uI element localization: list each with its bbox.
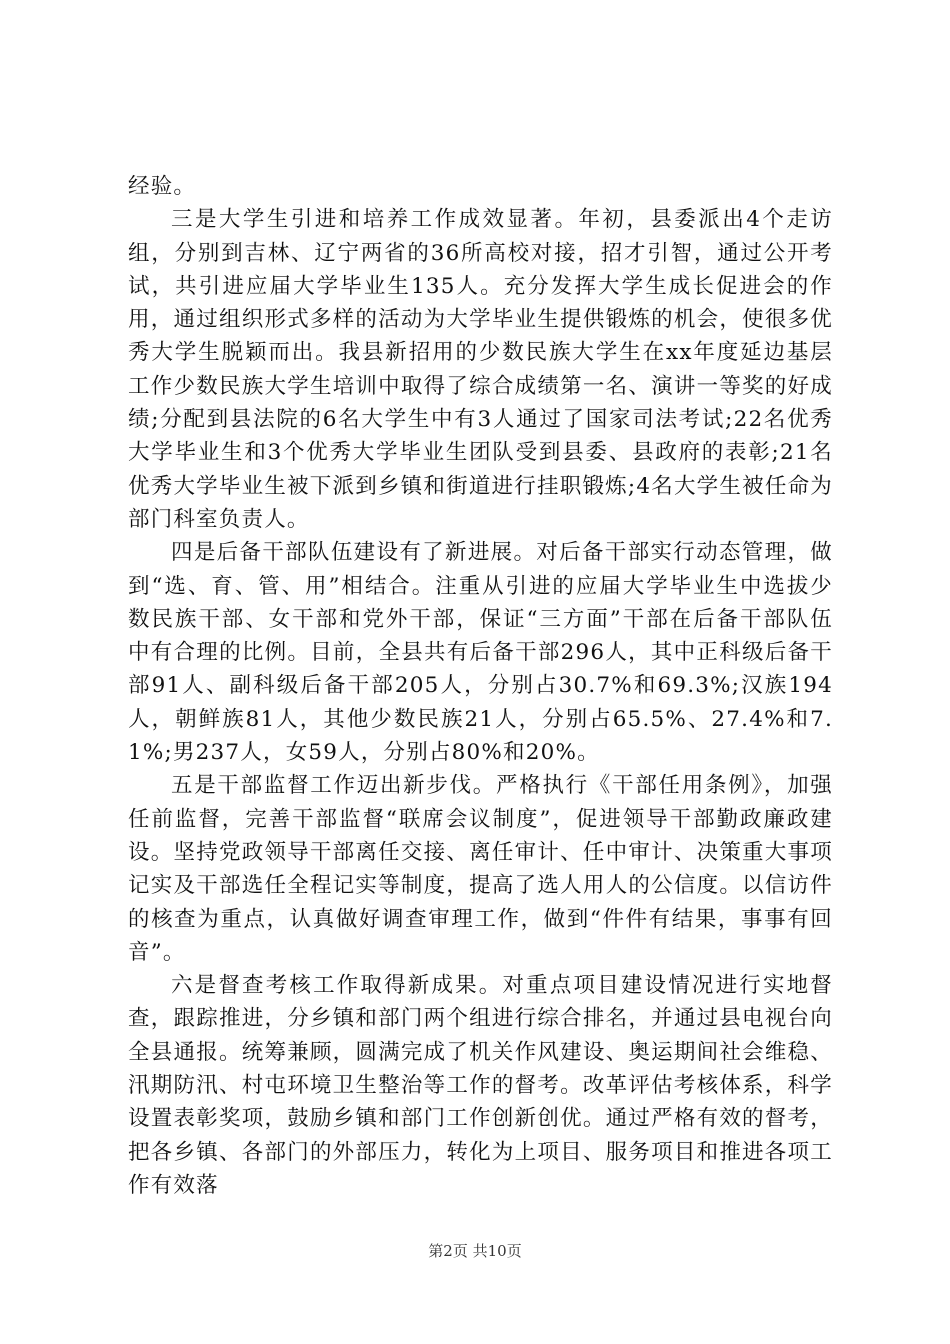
- page-number-footer: 第2页 共10页: [428, 1242, 522, 1260]
- paragraph-reserve-cadres: 四是后备干部队伍建设有了新进展。对后备干部实行动态管理，做到“选、育、管、用”相结合。注重从引进的应届大学毕业生中选拔少数民族干部、女干部和党外干部，保证“三方面”干部在后备干部队伍中有合理的比例。目前，全县共有后备干部296人，其中正科级后备干部91人、副科级后备干部205人，分别占30.7%和69.3%;汉族194人，朝鲜族81人，其他少数民族21人，分别占65.5%、27.4%和7.1%;男237人，女59人，分别占80%和20%。: [128, 540, 833, 766]
- document-body: [128, 170, 833, 1202]
- paragraph-talent-recruitment: 三是大学生引进和培养工作成效显著。年初，县委派出4个走访组，分别到吉林、辽宁两省的36所高校对接，招才引智，通过公开考试，共引进应届大学毕业生135人。充分发挥大学生成长促进会的作用，通过组织形式多样的活动为大学毕业生提供锻炼的机会，使很多优秀大学生脱颖而出。我县新招用的少数民族大学生在xx年度延边基层工作少数民族大学生培训中取得了综合成绩第一名、演讲一等奖的好成绩;分配到县法院的6名大学生中有3人通过了国家司法考试;22名优秀大学毕业生和3个优秀大学毕业生团队受到县委、县政府的表彰;21名优秀大学毕业生被下派到乡镇和街道进行挂职锻炼;4名大学生被任命为部门科室负责人。: [128, 207, 833, 532]
- paragraph-inspection-assessment: 六是督查考核工作取得新成果。对重点项目建设情况进行实地督查，跟踪推进，分乡镇和部门两个组进行综合排名，并通过县电视台向全县通报。统筹兼顾，圆满完成了机关作风建设、奥运期间社会维稳、汛期防汛、村屯环境卫生整治等工作的督考。改革评估考核体系，科学设置表彰奖项，鼓励乡镇和部门工作创新创优。通过严格有效的督考，把各乡镇、各部门的外部压力，转化为上项目、服务项目和推进各项工作有效落: [128, 973, 833, 1198]
- paragraph-cadre-supervision: 五是干部监督工作迈出新步伐。严格执行《干部任用条例》，加强任前监督，完善干部监督“联席会议制度”，促进领导干部勤政廉政建设。坚持党政领导干部离任交接、离任审计、任中审计、决策重大事项记实及干部选任全程记实等制度，提高了选人用人的公信度。以信访件的核查为重点，认真做好调查审理工作，做到“件件有结果，事事有回音”。: [128, 773, 833, 965]
- paragraph-continuation: 经验。: [128, 174, 197, 199]
